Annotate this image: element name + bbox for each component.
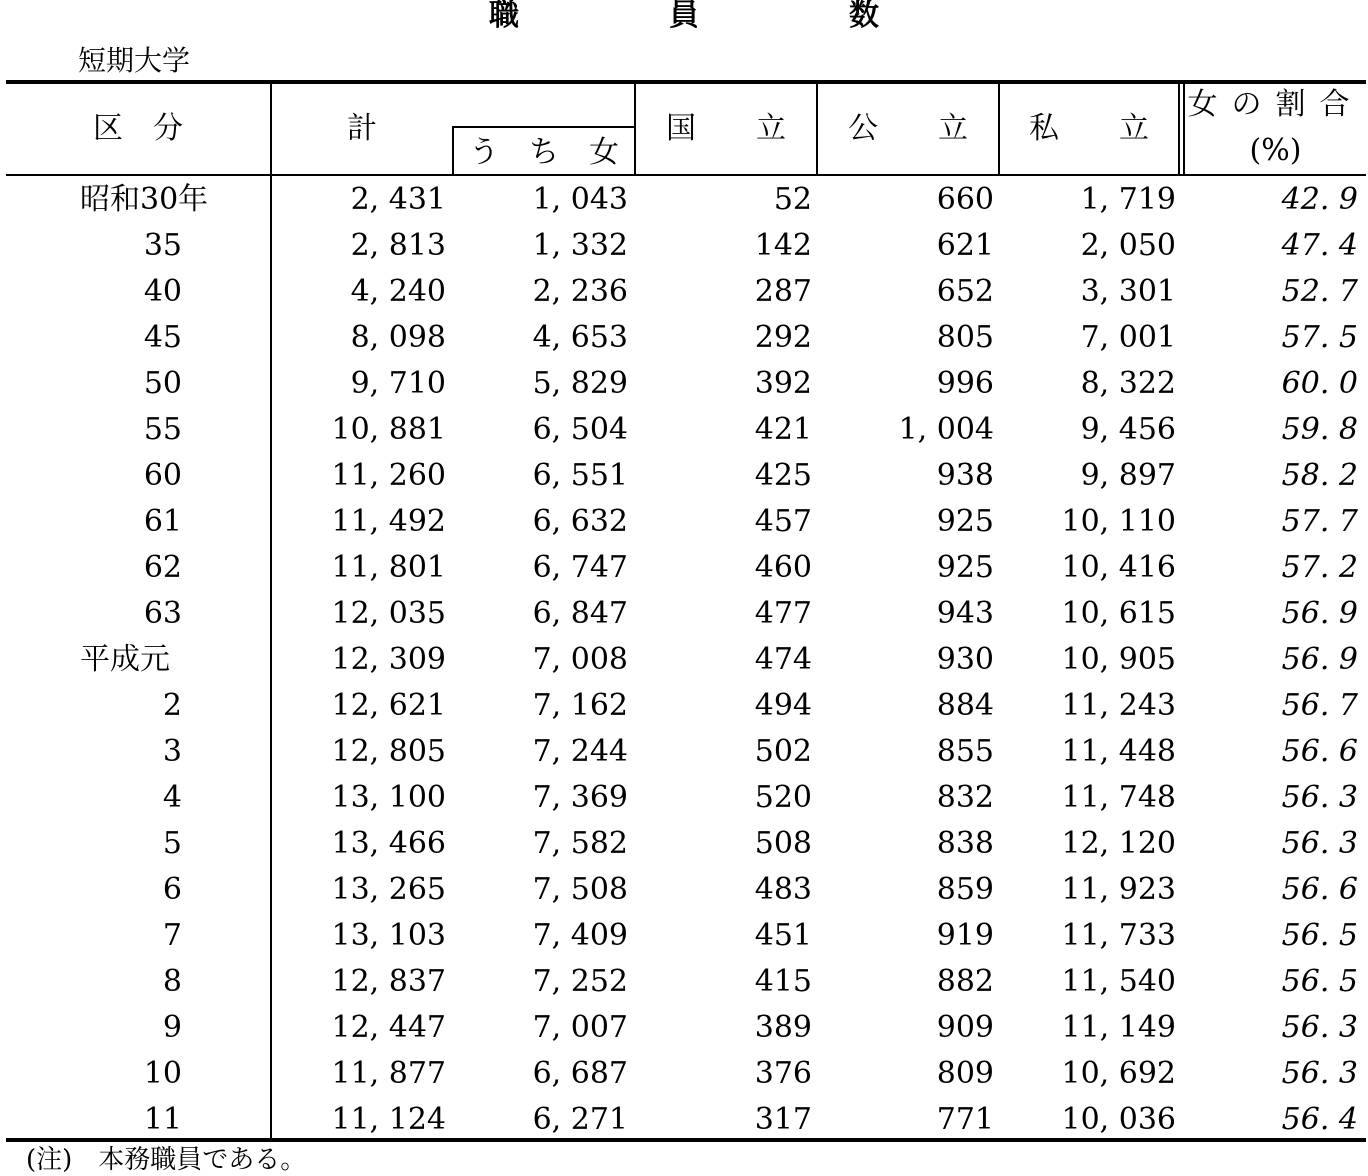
cell-private: 1, 719: [1080, 182, 1176, 217]
cell-women: 7, 007: [532, 1010, 628, 1045]
table-row: [0, 454, 1368, 500]
cell-total: 12, 837: [331, 964, 446, 999]
cell-private: 11, 923: [1061, 872, 1176, 907]
cell-public: 771: [936, 1102, 994, 1137]
table-header-rule: [6, 174, 1366, 176]
cell-national: 520: [754, 780, 812, 815]
row-year: 3: [162, 734, 182, 769]
cell-total: 11, 877: [331, 1056, 446, 1091]
table-row: [0, 960, 1368, 1006]
cell-national: 483: [754, 872, 812, 907]
header-ratio-unit: (%): [1249, 133, 1302, 168]
cell-women: 7, 369: [532, 780, 628, 815]
cell-total: 12, 035: [331, 596, 446, 631]
cell-women: 1, 043: [532, 182, 628, 217]
cell-national: 494: [754, 688, 812, 723]
table-row: [0, 546, 1368, 592]
cell-public: 855: [936, 734, 994, 769]
cell-private: 3, 301: [1080, 274, 1176, 309]
women-subcell-border: [452, 126, 636, 128]
table-row: [0, 224, 1368, 270]
cell-public: 943: [936, 596, 994, 631]
row-year: 61: [143, 504, 182, 539]
cell-total: 12, 309: [331, 642, 446, 677]
table-row: [0, 914, 1368, 960]
cell-national: 287: [754, 274, 812, 309]
cell-total: 11, 801: [331, 550, 446, 585]
cell-public: 884: [936, 688, 994, 723]
cell-national: 52: [773, 182, 812, 217]
cell-public: 809: [936, 1056, 994, 1091]
table-row: [0, 362, 1368, 408]
cell-public: 805: [936, 320, 994, 355]
cell-women: 4, 653: [532, 320, 628, 355]
cell-ratio: 56. 9: [1281, 642, 1358, 677]
cell-total: 11, 492: [331, 504, 446, 539]
cell-ratio: 57. 7: [1281, 504, 1358, 539]
cell-ratio: 58. 2: [1281, 458, 1358, 493]
cell-national: 451: [754, 918, 812, 953]
table-top-rule: [6, 80, 1366, 84]
cell-ratio: 47. 4: [1281, 228, 1358, 263]
table-subtitle: 短期大学: [78, 44, 191, 77]
cell-public: 832: [936, 780, 994, 815]
table-row: [0, 592, 1368, 638]
cell-public: 882: [936, 964, 994, 999]
cell-women: 7, 252: [532, 964, 628, 999]
cell-ratio: 56. 6: [1281, 734, 1358, 769]
cell-total: 2, 813: [350, 228, 446, 263]
cell-women: 6, 847: [532, 596, 628, 631]
cell-national: 474: [754, 642, 812, 677]
cell-national: 292: [754, 320, 812, 355]
header-public: 公 立: [848, 111, 968, 146]
cell-private: 11, 540: [1061, 964, 1176, 999]
cell-total: 12, 447: [331, 1010, 446, 1045]
table-row: [0, 178, 1368, 224]
table-row: [0, 1052, 1368, 1098]
cell-public: 919: [936, 918, 994, 953]
cell-ratio: 52. 7: [1281, 274, 1358, 309]
cell-women: 7, 582: [532, 826, 628, 861]
cell-private: 7, 001: [1080, 320, 1176, 355]
table-row: [0, 270, 1368, 316]
cell-women: 7, 244: [532, 734, 628, 769]
cell-national: 421: [754, 412, 812, 447]
cell-women: 7, 008: [532, 642, 628, 677]
cell-private: 10, 615: [1061, 596, 1176, 631]
cell-national: 376: [754, 1056, 812, 1091]
cell-private: 11, 448: [1061, 734, 1176, 769]
cell-private: 8, 322: [1080, 366, 1176, 401]
cell-private: 12, 120: [1061, 826, 1176, 861]
cell-national: 392: [754, 366, 812, 401]
cell-private: 10, 036: [1061, 1102, 1176, 1137]
cell-total: 8, 098: [350, 320, 446, 355]
cell-women: 7, 508: [532, 872, 628, 907]
cell-public: 996: [936, 366, 994, 401]
table-row: [0, 776, 1368, 822]
cell-ratio: 59. 8: [1281, 412, 1358, 447]
table-row: [0, 408, 1368, 454]
table-row: [0, 638, 1368, 684]
table-bottom-rule: [6, 1138, 1366, 1142]
cell-national: 508: [754, 826, 812, 861]
header-women: う ち 女: [469, 135, 619, 170]
row-year: 62: [143, 550, 182, 585]
header-ratio: 女の割合: [1187, 87, 1364, 122]
cell-women: 2, 236: [532, 274, 628, 309]
cell-women: 6, 271: [532, 1102, 628, 1137]
cell-women: 6, 747: [532, 550, 628, 585]
cell-total: 2, 431: [350, 182, 446, 217]
cell-total: 11, 260: [331, 458, 446, 493]
row-year: 11: [143, 1102, 182, 1137]
row-year: 4: [162, 780, 182, 815]
cell-public: 652: [936, 274, 994, 309]
row-year: 45: [143, 320, 182, 355]
table-row: [0, 500, 1368, 546]
cell-private: 2, 050: [1080, 228, 1176, 263]
cell-women: 5, 829: [532, 366, 628, 401]
cell-private: 11, 149: [1061, 1010, 1176, 1045]
header-category: 区 分: [93, 111, 183, 146]
cell-total: 12, 805: [331, 734, 446, 769]
cell-ratio: 60. 0: [1281, 366, 1358, 401]
header-total: 計: [347, 111, 377, 146]
cell-national: 317: [754, 1102, 812, 1137]
row-year: 50: [143, 366, 182, 401]
table-row: [0, 316, 1368, 362]
header-national: 国 立: [666, 111, 786, 146]
cell-national: 457: [754, 504, 812, 539]
cell-total: 10, 881: [331, 412, 446, 447]
cell-private: 9, 897: [1080, 458, 1176, 493]
cell-public: 621: [936, 228, 994, 263]
cell-private: 10, 905: [1061, 642, 1176, 677]
cell-public: 660: [936, 182, 994, 217]
cell-private: 11, 733: [1061, 918, 1176, 953]
table-row: [0, 1006, 1368, 1052]
cell-public: 938: [936, 458, 994, 493]
cell-national: 477: [754, 596, 812, 631]
cell-women: 6, 632: [532, 504, 628, 539]
cell-national: 389: [754, 1010, 812, 1045]
row-year: 40: [143, 274, 182, 309]
row-year: 昭和30年: [80, 182, 209, 217]
cell-private: 10, 416: [1061, 550, 1176, 585]
cell-national: 502: [754, 734, 812, 769]
cell-ratio: 56. 5: [1281, 918, 1358, 953]
cell-ratio: 56. 9: [1281, 596, 1358, 631]
cell-total: 9, 710: [350, 366, 446, 401]
table-row: [0, 822, 1368, 868]
cell-women: 6, 504: [532, 412, 628, 447]
cell-private: 10, 692: [1061, 1056, 1176, 1091]
cell-total: 11, 124: [331, 1102, 446, 1137]
cell-public: 859: [936, 872, 994, 907]
header-double-divider: [1178, 84, 1180, 176]
table-row: [0, 868, 1368, 914]
cell-ratio: 56. 7: [1281, 688, 1358, 723]
cell-national: 425: [754, 458, 812, 493]
footnote: (注) 本務職員である。: [26, 1145, 307, 1175]
cell-total: 13, 103: [331, 918, 446, 953]
cell-ratio: 42. 9: [1281, 182, 1358, 217]
row-year: 2: [162, 688, 182, 723]
cell-ratio: 56. 5: [1281, 964, 1358, 999]
cell-national: 415: [754, 964, 812, 999]
cell-public: 930: [936, 642, 994, 677]
row-year: 63: [143, 596, 182, 631]
cell-ratio: 56. 3: [1281, 826, 1358, 861]
cell-total: 12, 621: [331, 688, 446, 723]
cell-ratio: 56. 4: [1281, 1102, 1358, 1137]
cell-total: 13, 466: [331, 826, 446, 861]
cell-total: 13, 265: [331, 872, 446, 907]
cell-private: 10, 110: [1061, 504, 1176, 539]
row-year: 9: [162, 1010, 182, 1045]
cell-public: 838: [936, 826, 994, 861]
cell-women: 1, 332: [532, 228, 628, 263]
row-year: 10: [143, 1056, 182, 1091]
row-year: 60: [143, 458, 182, 493]
cell-total: 4, 240: [350, 274, 446, 309]
row-year: 平成元: [80, 642, 170, 677]
cell-ratio: 57. 5: [1281, 320, 1358, 355]
cell-women: 7, 409: [532, 918, 628, 953]
row-year: 8: [162, 964, 182, 999]
row-year: 55: [143, 412, 182, 447]
cell-women: 7, 162: [532, 688, 628, 723]
cell-national: 142: [754, 228, 812, 263]
cell-ratio: 57. 2: [1281, 550, 1358, 585]
cell-total: 13, 100: [331, 780, 446, 815]
cell-national: 460: [754, 550, 812, 585]
page-title: 職員数: [489, 0, 1029, 33]
table-body: [0, 178, 1368, 1144]
cell-ratio: 56. 3: [1281, 1010, 1358, 1045]
row-year: 35: [143, 228, 182, 263]
table-row: [0, 684, 1368, 730]
cell-public: 1, 004: [898, 412, 994, 447]
cell-public: 925: [936, 504, 994, 539]
row-year: 5: [162, 826, 182, 861]
cell-women: 6, 551: [532, 458, 628, 493]
cell-ratio: 56. 3: [1281, 780, 1358, 815]
cell-ratio: 56. 6: [1281, 872, 1358, 907]
table-row: [0, 730, 1368, 776]
row-year: 6: [162, 872, 182, 907]
cell-women: 6, 687: [532, 1056, 628, 1091]
cell-private: 11, 748: [1061, 780, 1176, 815]
header-private: 私 立: [1029, 111, 1149, 146]
row-year: 7: [162, 918, 182, 953]
cell-private: 9, 456: [1080, 412, 1176, 447]
cell-public: 909: [936, 1010, 994, 1045]
cell-ratio: 56. 3: [1281, 1056, 1358, 1091]
cell-private: 11, 243: [1061, 688, 1176, 723]
cell-public: 925: [936, 550, 994, 585]
